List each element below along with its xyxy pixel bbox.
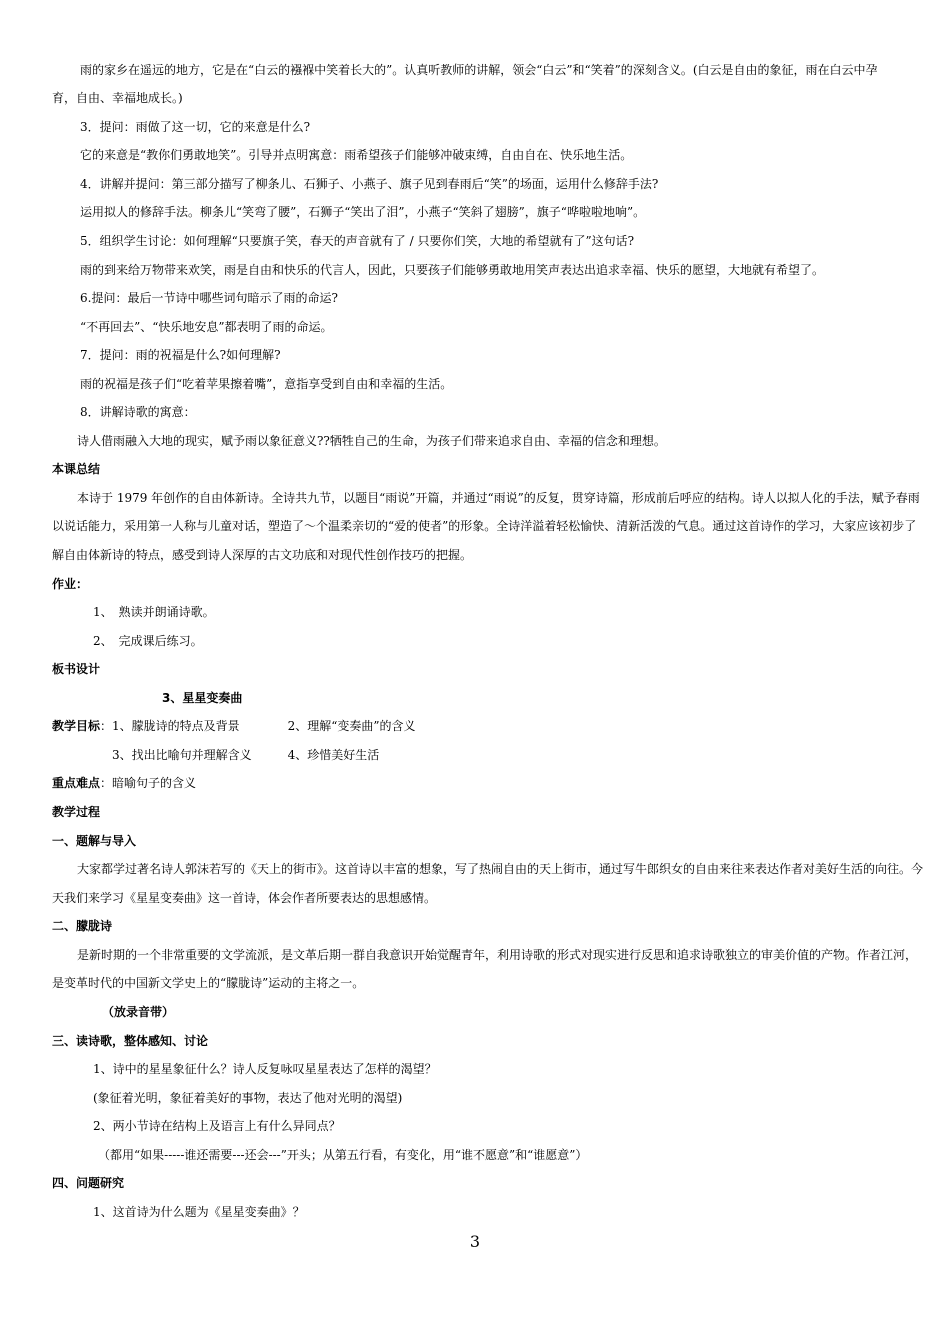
section-heading: 板书设计 bbox=[52, 662, 101, 676]
text-line: 育，自由、幸福地成长。) bbox=[52, 91, 183, 105]
keypoint-label: 重点难点 bbox=[52, 776, 101, 790]
text-line: 本诗于 1979 年创作的自由体新诗。全诗共九节，以题目“雨说”开篇，并通过“雨说”的反复，贯穿诗篇，形成前后呼应的结构。诗人以拟人化的手法，赋予春雨 bbox=[77, 491, 920, 505]
objectives-label: 教学目标 bbox=[52, 719, 101, 733]
text-line: 雨的到来给万物带来欢笑，雨是自由和快乐的代言人，因此，只要孩子们能够勇敢地用笑声表达出追求幸福、快乐的愿望，大地就有希望了。 bbox=[80, 263, 825, 277]
section-heading: 本课总结 bbox=[52, 462, 101, 476]
text-line: 1、这首诗为什么题为《星星变奏曲》？ bbox=[93, 1205, 305, 1219]
text-line: 6.提问：最后一节诗中哪些词句暗示了雨的命运? bbox=[80, 291, 338, 305]
text-line: 7．提问：雨的祝福是什么?如何理解? bbox=[80, 348, 281, 362]
section-heading: 一、题解与导入 bbox=[52, 834, 137, 848]
text-line: “不再回去”、“快乐地安息”都表明了雨的命运。 bbox=[80, 320, 333, 334]
text-line: 诗人借雨融入大地的现实，赋予雨以象征意义??牺牲自己的生命，为孩子们带来追求自由、幸福的信念和理想。 bbox=[77, 434, 666, 448]
text-line: 3．提问：雨做了这一切，它的来意是什么? bbox=[80, 120, 311, 134]
objectives-text: ：1、朦胧诗的特点及背景 2、理解“变奏曲”的含义 bbox=[100, 719, 416, 733]
text-line: 5．组织学生讨论：如何理解“只要旗子笑，春天的声音就有了 / 只要你们笑，大地的希望就有了”这句话? bbox=[80, 234, 635, 248]
lesson-title: 3、星星变奏曲 bbox=[162, 691, 243, 705]
section-heading: 教学过程 bbox=[52, 805, 101, 819]
text-line: 以说话能力，采用第一人称与儿童对话，塑造了～个温柔亲切的“爱的使者”的形象。全诗洋溢着轻松愉快、清新活泼的气息。通过这首诗作的学习，大家应该初步了 bbox=[52, 519, 917, 533]
text-line: 8．讲解诗歌的寓意： bbox=[80, 405, 196, 419]
text-line: 大家都学过著名诗人郭沫若写的《天上的街市》。这首诗以丰富的想象，写了热闹自由的天上街市，通过写牛郎织女的自由来往来表达作者对美好生活的向往。今 bbox=[77, 862, 924, 876]
text-line: 3、找出比喻句并理解含义 4、珍惜美好生活 bbox=[112, 748, 380, 762]
text-line: （都用“如果-----谁还需要---还会---”开头；从第五行看，有变化，用“谁不愿意”和“谁愿意”） bbox=[98, 1148, 588, 1162]
list-item: 1、 熟读并朗诵诗歌。 bbox=[93, 605, 215, 619]
note-line: （放录音带） bbox=[102, 1005, 175, 1019]
text-line: 1、诗中的星星象征什么？诗人反复咏叹星星表达了怎样的渴望？ bbox=[93, 1062, 437, 1076]
page-number: 3 bbox=[469, 1232, 481, 1251]
text-line: 雨的家乡在遥远的地方，它是在“白云的襁褓中笑着长大的”。认真听教师的讲解，领会“白云”和“笑着”的深刻含义。(白云是自由的象征，雨在白云中孕 bbox=[80, 63, 878, 77]
text-line: 是变革时代的中国新文学史上的“朦胧诗”运动的主将之一。 bbox=[52, 976, 365, 990]
text-line: 解自由体新诗的特点，感受到诗人深厚的古文功底和对现代性创作技巧的把握。 bbox=[52, 548, 473, 562]
text-line: 雨的祝福是孩子们“吃着苹果擦着嘴”，意指享受到自由和幸福的生活。 bbox=[80, 377, 453, 391]
text-line: (象征着光明，象征着美好的事物，表达了他对光明的渴望) bbox=[93, 1091, 403, 1105]
keypoint-text: ：暗喻句子的含义 bbox=[100, 776, 197, 790]
text-line: 它的来意是“教你们勇敢地笑”。引导并点明寓意：雨希望孩子们能够冲破束缚，自由自在、快乐地生活。 bbox=[80, 148, 633, 162]
text-line: 4．讲解并提问：第三部分描写了柳条儿、石狮子、小燕子、旗子见到春雨后“笑”的场面，运用什么修辞手法? bbox=[80, 177, 659, 191]
text-line: 天我们来学习《星星变奏曲》这一首诗，体会作者所要表达的思想感情。 bbox=[52, 891, 437, 905]
section-heading: 作业： bbox=[52, 577, 89, 591]
section-heading: 二、朦胧诗 bbox=[52, 919, 113, 933]
objectives-line bbox=[52, 718, 416, 734]
section-heading: 四、问题研究 bbox=[52, 1176, 125, 1190]
keypoint-line bbox=[52, 775, 196, 791]
text-line: 2、两小节诗在结构上及语言上有什么异同点？ bbox=[93, 1119, 341, 1133]
text-line: 是新时期的一个非常重要的文学流派，是文革后期一群自我意识开始觉醒青年，利用诗歌的形式对现实进行反思和追求诗歌独立的审美价值的产物。作者江河， bbox=[77, 948, 918, 962]
list-item: 2、 完成课后练习。 bbox=[93, 634, 203, 648]
section-heading: 三、读诗歌，整体感知、讨论 bbox=[52, 1034, 209, 1048]
text-line: 运用拟人的修辞手法。柳条儿“笑弯了腰”，石狮子“笑出了泪”，小燕子“笑斜了翅膀”，旗子“哗啦啦地响”。 bbox=[80, 205, 646, 219]
